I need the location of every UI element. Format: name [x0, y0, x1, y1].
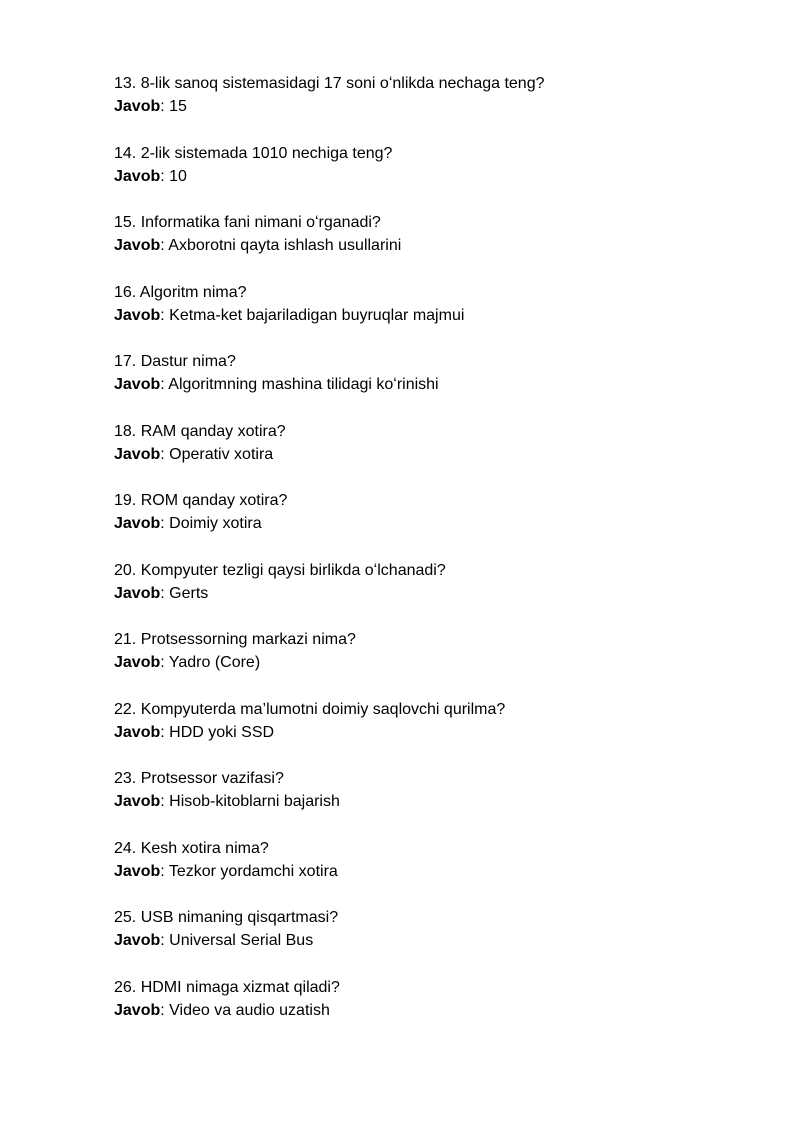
answer-line: Javob: 10 [114, 167, 187, 185]
answer-text: Doimiy xotira [169, 515, 262, 532]
answer-text: Universal Serial Bus [169, 932, 314, 949]
answer-line: Javob: Tezkor yordamchi xotira [114, 862, 338, 880]
answer-label: Javob [114, 306, 161, 324]
answer-label: Javob [114, 584, 161, 602]
answer-line: Javob: Doimiy xotira [114, 515, 262, 532]
qa-item-13 [114, 72, 734, 118]
answer-text: Yadro (Core) [168, 654, 261, 671]
qa-item-21 [114, 628, 734, 674]
answer-text: Video va audio uzatish [169, 1001, 330, 1019]
answer-line: Javob: Yadro (Core) [114, 654, 261, 671]
question-text: 15. Informatika fani nimani oʻrganadi? [114, 214, 381, 231]
answer-line: Javob: Video va audio uzatish [114, 1001, 330, 1019]
answer-label: Javob [114, 98, 161, 115]
question-text: 24. Kesh xotira nima? [114, 839, 269, 857]
answer-label: Javob [114, 932, 161, 949]
answer-label: Javob [114, 1001, 161, 1019]
qa-item-14 [114, 142, 734, 188]
question-text: 17. Dastur nima? [114, 353, 236, 370]
question-text: 20. Kompyuter tezligi qaysi birlikda oʻlchanadi? [114, 561, 446, 579]
qa-item-23 [114, 767, 734, 813]
question-text: 22. Kompyuterda ma’lumotni doimiy saqlovchi qurilma? [114, 700, 506, 718]
answer-text: Ketma-ket bajariladigan buyruqlar majmui [169, 306, 465, 324]
answer-text: Tezkor yordamchi xotira [168, 862, 338, 880]
answer-line: Javob: Universal Serial Bus [114, 932, 314, 949]
answer-line: Javob: Hisob-kitoblarni bajarish [114, 793, 340, 810]
answer-label: Javob [114, 515, 161, 532]
qa-item-22 [114, 698, 734, 744]
answer-label: Javob [114, 237, 161, 254]
question-text: 23. Protsessor vazifasi? [114, 770, 284, 787]
question-text: 26. HDMI nimaga xizmat qiladi? [114, 978, 340, 996]
question-text: 19. ROM qanday xotira? [114, 492, 288, 509]
qa-item-15 [114, 211, 734, 257]
answer-label: Javob [114, 654, 161, 671]
question-text: 14. 2-lik sistemada 1010 nechiga teng? [114, 144, 393, 162]
qa-item-26 [114, 976, 734, 1022]
answer-label: Javob [114, 167, 161, 185]
answer-line: Javob: Axborotni qayta ishlash usullarini [114, 237, 402, 254]
answer-line: Javob: 15 [114, 98, 187, 115]
question-text: 13. 8-lik sanoq sistemasidagi 17 soni oʻnlikda nechaga teng? [114, 75, 545, 92]
qa-item-25 [114, 906, 734, 952]
document-page [114, 72, 734, 1045]
answer-text: HDD yoki SSD [169, 723, 275, 741]
answer-line: Javob: Algoritmning mashina tilidagi koʻrinishi [114, 376, 439, 393]
qa-item-17 [114, 350, 734, 396]
question-text: 21. Protsessorning markazi nima? [114, 631, 356, 648]
answer-text: 10 [169, 167, 187, 185]
answer-line: Javob: HDD yoki SSD [114, 723, 275, 741]
answer-line: Javob: Operativ xotira [114, 445, 274, 463]
answer-text: Operativ xotira [169, 445, 274, 463]
answer-label: Javob [114, 376, 161, 393]
question-text: 16. Algoritm nima? [114, 283, 247, 301]
answer-text: Axborotni qayta ishlash usullarini [168, 237, 402, 254]
answer-text: 15 [169, 98, 187, 115]
answer-label: Javob [114, 723, 161, 741]
qa-item-20 [114, 559, 734, 605]
answer-text: Gerts [169, 584, 209, 602]
qa-item-19 [114, 489, 734, 535]
answer-line: Javob: Gerts [114, 584, 209, 602]
answer-text: Hisob-kitoblarni bajarish [169, 793, 340, 810]
answer-label: Javob [114, 445, 161, 463]
question-text: 25. USB nimaning qisqartmasi? [114, 909, 339, 926]
answer-text: Algoritmning mashina tilidagi koʻrinishi [168, 376, 439, 393]
qa-item-24 [114, 837, 734, 883]
answer-label: Javob [114, 862, 161, 880]
answer-line: Javob: Ketma-ket bajariladigan buyruqlar majmui [114, 306, 465, 324]
qa-item-16 [114, 281, 734, 327]
qa-item-18 [114, 420, 734, 466]
question-text: 18. RAM qanday xotira? [114, 422, 286, 440]
answer-label: Javob [114, 793, 161, 810]
